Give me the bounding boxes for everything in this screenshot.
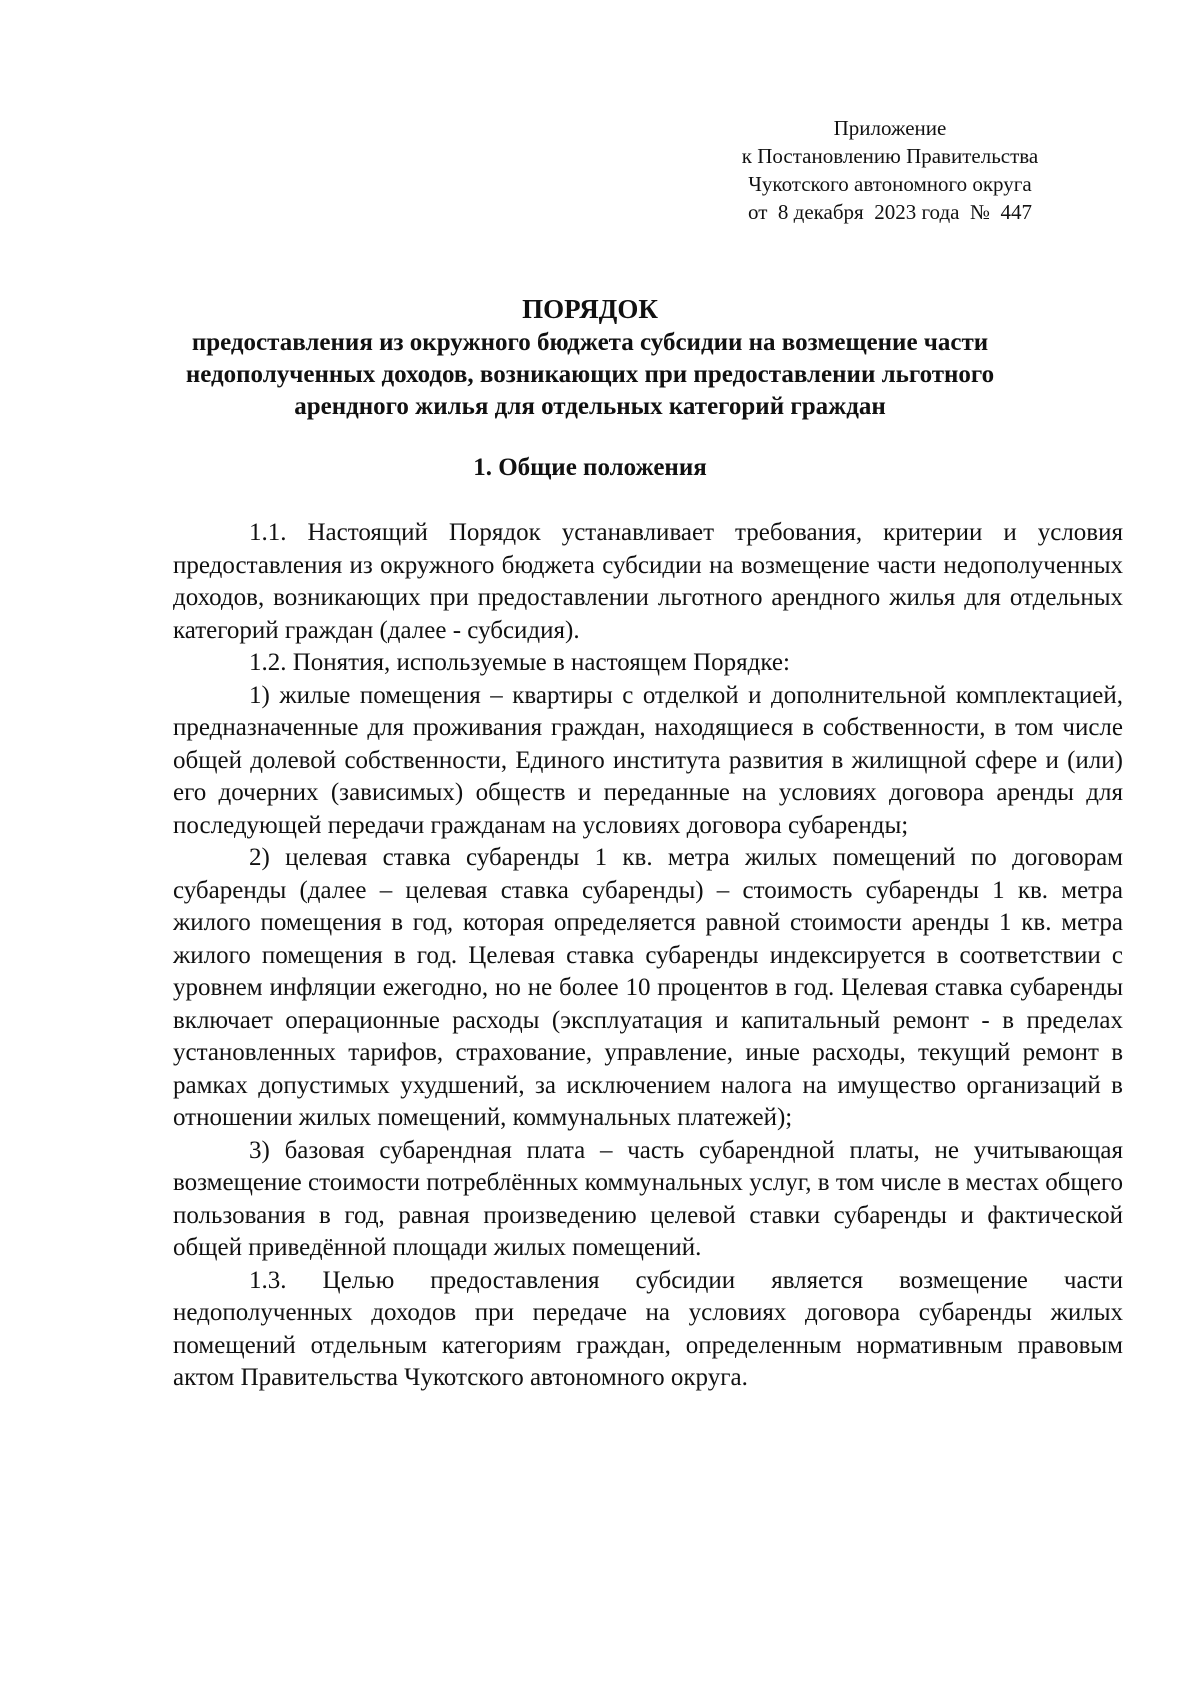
appendix-line-1: Приложение: [833, 116, 947, 140]
paragraph-1-2-item-2: 2) целевая ставка субаренды 1 кв. метра жилых помещений по договорам субаренды (далее – целевая ставка субаренды) – стоимость субаренды 1 кв. метра жилого помещения в год, которая определяется равной стоимости аренды 1 кв. метра жилого помещения в год. Целевая ставка субаренды индексируется в соответствии с уровнем инфляции ежегодно, но не более 10 процентов в год. Целевая ставка субаренды включает операционные расходы (эксплуатация и капитальный ремонт - в пределах установленных тарифов, страхование, управление, иные расходы, текущий ремонт в рамках допустимых ухудшений, за исключением налога на имущество организаций в отношении жилых помещений, коммунальных платежей);: [173, 844, 1123, 1131]
appendix-line-2: к Постановлению Правительства: [741, 144, 1039, 168]
document-title-block: [140, 292, 1040, 423]
document-subtitle: предоставления из окружного бюджета субсидии на возмещение части недополученных доходов, возникающих при предоставлении льготного арендного жилья для отдельных категорий граждан: [185, 329, 995, 420]
paragraph-1-1: 1.1. Настоящий Порядок устанавливает требования, критерии и условия предоставления из окружного бюджета субсидии на возмещение части недополученных доходов, возникающих при предоставлении льготного арендного жилья для отдельных категорий граждан (далее - субсидия).: [173, 519, 1123, 644]
paragraph-1-2-item-1: 1) жилые помещения – квартиры с отделкой и дополнительной комплектацией, предназначенные для проживания граждан, находящиеся в собственности, в том числе общей долевой собственности, Единого института развития в жилищной сфере и (или) его дочерних (зависимых) обществ и переданные на условиях договора аренды для последующей передачи гражданам на условиях договора субаренды;: [173, 681, 1123, 839]
document-body: [173, 517, 1123, 1395]
paragraph-1-2-item-3: 3) базовая субарендная плата – часть субарендной платы, не учитывающая возмещение стоимости потреблённых коммунальных услуг, в том числе в местах общего пользования в год, равная произведению целевой ставки субаренды и фактической общей приведённой площади жилых помещений.: [173, 1136, 1123, 1261]
appendix-line-3: Чукотского автономного округа: [748, 172, 1032, 196]
section-title: 1. Общие положения: [473, 454, 707, 481]
document-title: ПОРЯДОК: [522, 294, 658, 324]
paragraph-1-2: 1.2. Понятия, используемые в настоящем Порядке:: [249, 649, 790, 676]
appendix-line-4: от 8 декабря 2023 года № 447: [748, 200, 1032, 224]
paragraph-1-3: 1.3. Целью предоставления субсидии является возмещение части недополученных доходов при передаче на условиях договора субаренды жилых помещений отдельным категориям граждан, определенным нормативным правовым актом Правительства Чукотского автономного округа.: [173, 1266, 1123, 1391]
appendix-header: [700, 114, 1080, 226]
